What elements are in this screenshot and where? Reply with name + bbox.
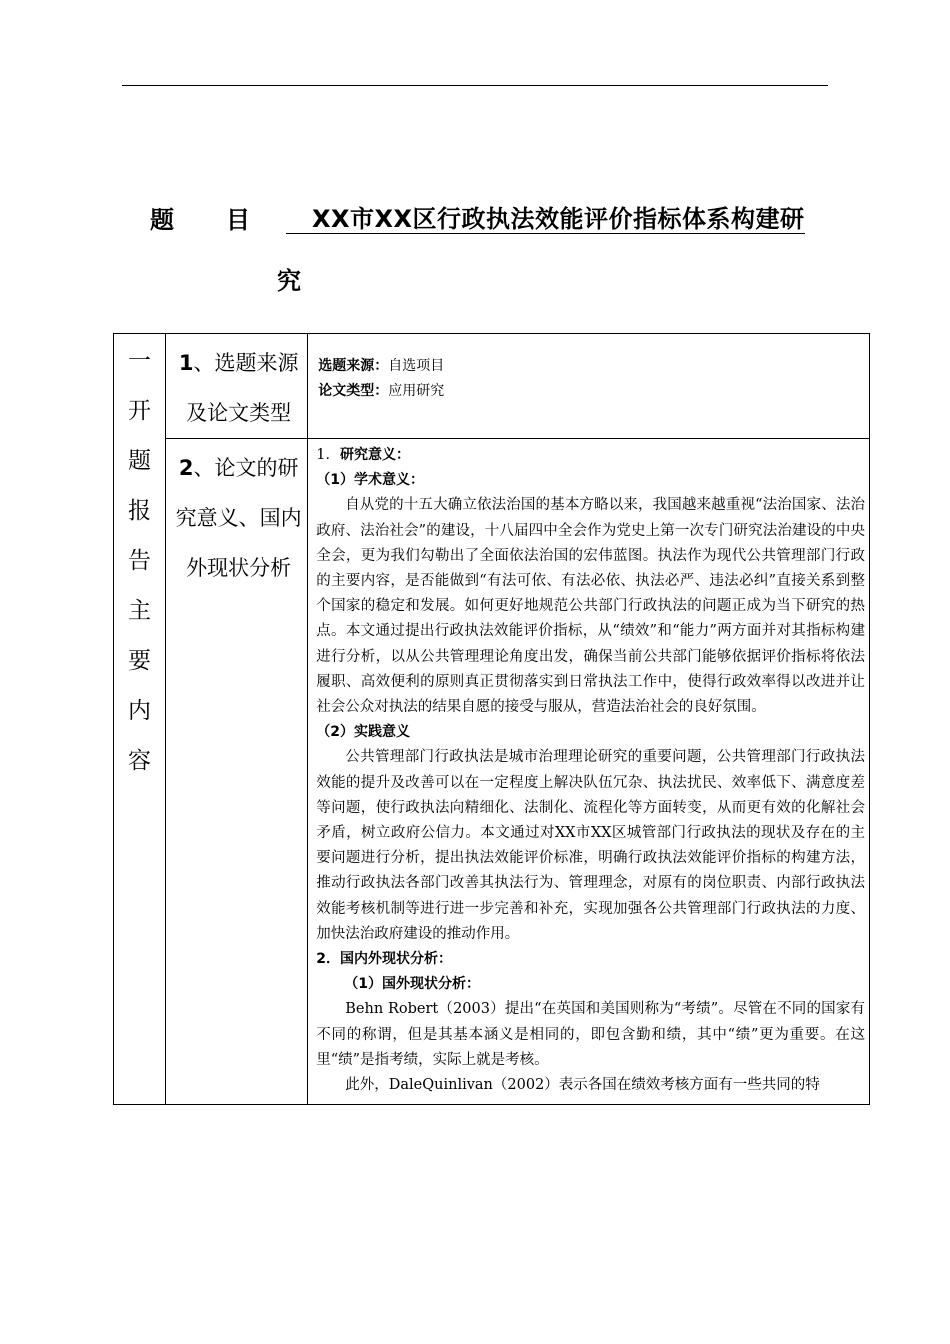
row1-label-cell: [166, 334, 308, 439]
academic-paragraph: 自从党的十五大确立依法治国的基本方略以来，我国越来越重视“法治国家、法治政府、法治社会”的建设，十八届四中全会作为党史上第一次专门研究法治建设的中央全会，更为我们勾勒出了全面依法治国的宏伟蓝图。执法作为现代公共管理部门行政的主要内容，是否能做到“有法可依、有法必依、执法必严、违法必纠”直接关系到整个国家的稳定和发展。如何更好地规范公共部门行政执法的问题正成为当下研究的热点。本文通过提出行政执法效能评价指标，从“绩效”和“能力”两方面并对其指标构建进行分析，以从公共管理理论角度出发，确保当前公共部门能够依据评价指标将依法履职、高效便利的原则真正贯彻落实到日常执法工作中，使得行政效率得以改进并让社会公众对执法的结果自愿的接受与服从，营造法治社会的良好氛围。: [316, 497, 865, 716]
title-label-char: 目: [226, 206, 250, 234]
title-label: [150, 200, 250, 235]
source-label: 选题来源：: [318, 358, 389, 374]
title-label-char: 题: [150, 206, 174, 234]
row2-label-cell: [166, 439, 308, 1105]
topic-source-block: [308, 334, 869, 431]
foreign-heading: （1）国外现状分析：: [344, 976, 480, 993]
row1-content-cell: [308, 334, 870, 439]
section-label-cell: [114, 334, 166, 1105]
row2-label: 2、论文的研究意义、国内外现状分析: [175, 456, 302, 580]
type-label: 论文类型：: [318, 383, 389, 399]
type-value: 应用研究: [388, 383, 445, 399]
academic-heading: （1）学术意义：: [316, 472, 424, 489]
title-underline-pad: [286, 209, 312, 234]
report-table: [113, 333, 870, 1105]
thesis-title: [286, 199, 805, 234]
section-label: 一 开 题 报 告 主 要 内 容: [128, 348, 152, 774]
foreign-paragraph-2: 此外，DaleQuinlivan（2002）表示各国在绩效考核方面有一些共同的特: [345, 1077, 820, 1094]
practical-paragraph: 公共管理部门行政执法是城市治理理论研究的重要问题，公共管理部门行政执法效能的提升及改善可以在一定程度上解决队伍冗杂、执法扰民、效率低下、满意度差等问题，使行政执法向精细化、法制化、流程化等方面转变，从而更有效的化解社会矛盾，树立政府公信力。本文通过对XX市XX区城管部门行政执法的现状及存在的主要问题进行分析，提出执法效能评价标准，明确行政执法效能评价指标的构建方法，推动行政执法各部门改善其执法行为、管理理念，对原有的岗位职责、内部行政执法效能考核机制等进行进一步完善和补充，实现加强各公共管理部门行政执法的力度、加快法治政府建设的推动作用。: [316, 749, 865, 942]
source-value: 自选项目: [388, 358, 445, 374]
row1-label: 1、选题来源及论文类型: [178, 351, 299, 425]
header-rule: [122, 85, 828, 86]
foreign-paragraph-1: Behn Robert（2003）提出“在英国和美国则称为“考绩”。尽管在不同的国家有不同的称谓，但是其基本涵义是相同的，即包含勤和绩，其中“绩”更为重要。在这里“绩”是指考绩，实际上就是考核。: [316, 1001, 865, 1068]
status-heading: 2．国内外现状分析：: [316, 951, 452, 968]
row2-content-cell: [308, 439, 870, 1105]
significance-heading: 研究意义：: [339, 447, 410, 463]
thesis-title-line2: 究: [277, 267, 301, 295]
thesis-title-line1: XX市XX区行政执法效能评价指标体系构建研: [312, 205, 805, 233]
practical-heading: （2）实践意义: [316, 724, 410, 741]
analysis-body: 1．研究意义： （1）学术意义： 自从党的十五大确立依法治国的基本方略以来，我国越来越重视“法治国家、法治政府、法治社会”的建设，十八届四中全会作为党史上第一次专门研究法治建设的中央全会，更为我们勾勒出了全面依法治国的宏伟蓝图。执法作为现代公共管理部门行政的主要内容，是否能做到“有法可依、有法必依、执法必严、违法必纠”直接关系到整个国家的稳定和发展。如何更好地规范公共部门行政执法的问题正成为当下研究的热点。本文通过提出行政执法效能评价指标，从“绩效”和“能力”两方面并对其指标构建进行分析，以从公共管理理论角度出发，确保当前公共部门能够依据评价指标将依法履职、高效便利的原则真正贯彻落实到日常执法工作中，使得行政效率得以改进并让社会公众对执法的结果自愿的接受与服从，营造法治社会的良好氛围。 （2）实践意义 公共管理部门行政执法是城市治理理论研究的重要问题，公共管理部门行政执法效能的提升及改善可以在一定程度上解决队伍冗杂、执法扰民、效率低下、满意度差等问题，使行政执法向精细化、法制化、流程化等方面转变，从而更有效的化解社会矛盾，树立政府公信力。本文通过对XX市XX区城管部门行政执法的现状及存在的主要问题进行分析，提出执法效能评价标准，明确行政执法效能评价指标的构建方法，推动行政执法各部门改善其执法行为、管理理念，对原有的岗位职责、内部行政执法效能考核机制等进行进一步完善和补充，实现加强各公共管理部门行政执法的力度、加快法治政府建设的推动作用。 2．国内外现状分析： （1）国外现状分析： Behn Robert（2003）提出“在英国和美国则称为“考绩”。尽管在不同的国家有不同的称谓，但是其基本涵义是相同的，即包含勤和绩，其中“绩”更为重要。在这里“绩”是指考绩，实际上就是考核。 此外，DaleQuinlivan（2002）表示各国在绩效考核方面有一些共同的特: [308, 439, 869, 1104]
